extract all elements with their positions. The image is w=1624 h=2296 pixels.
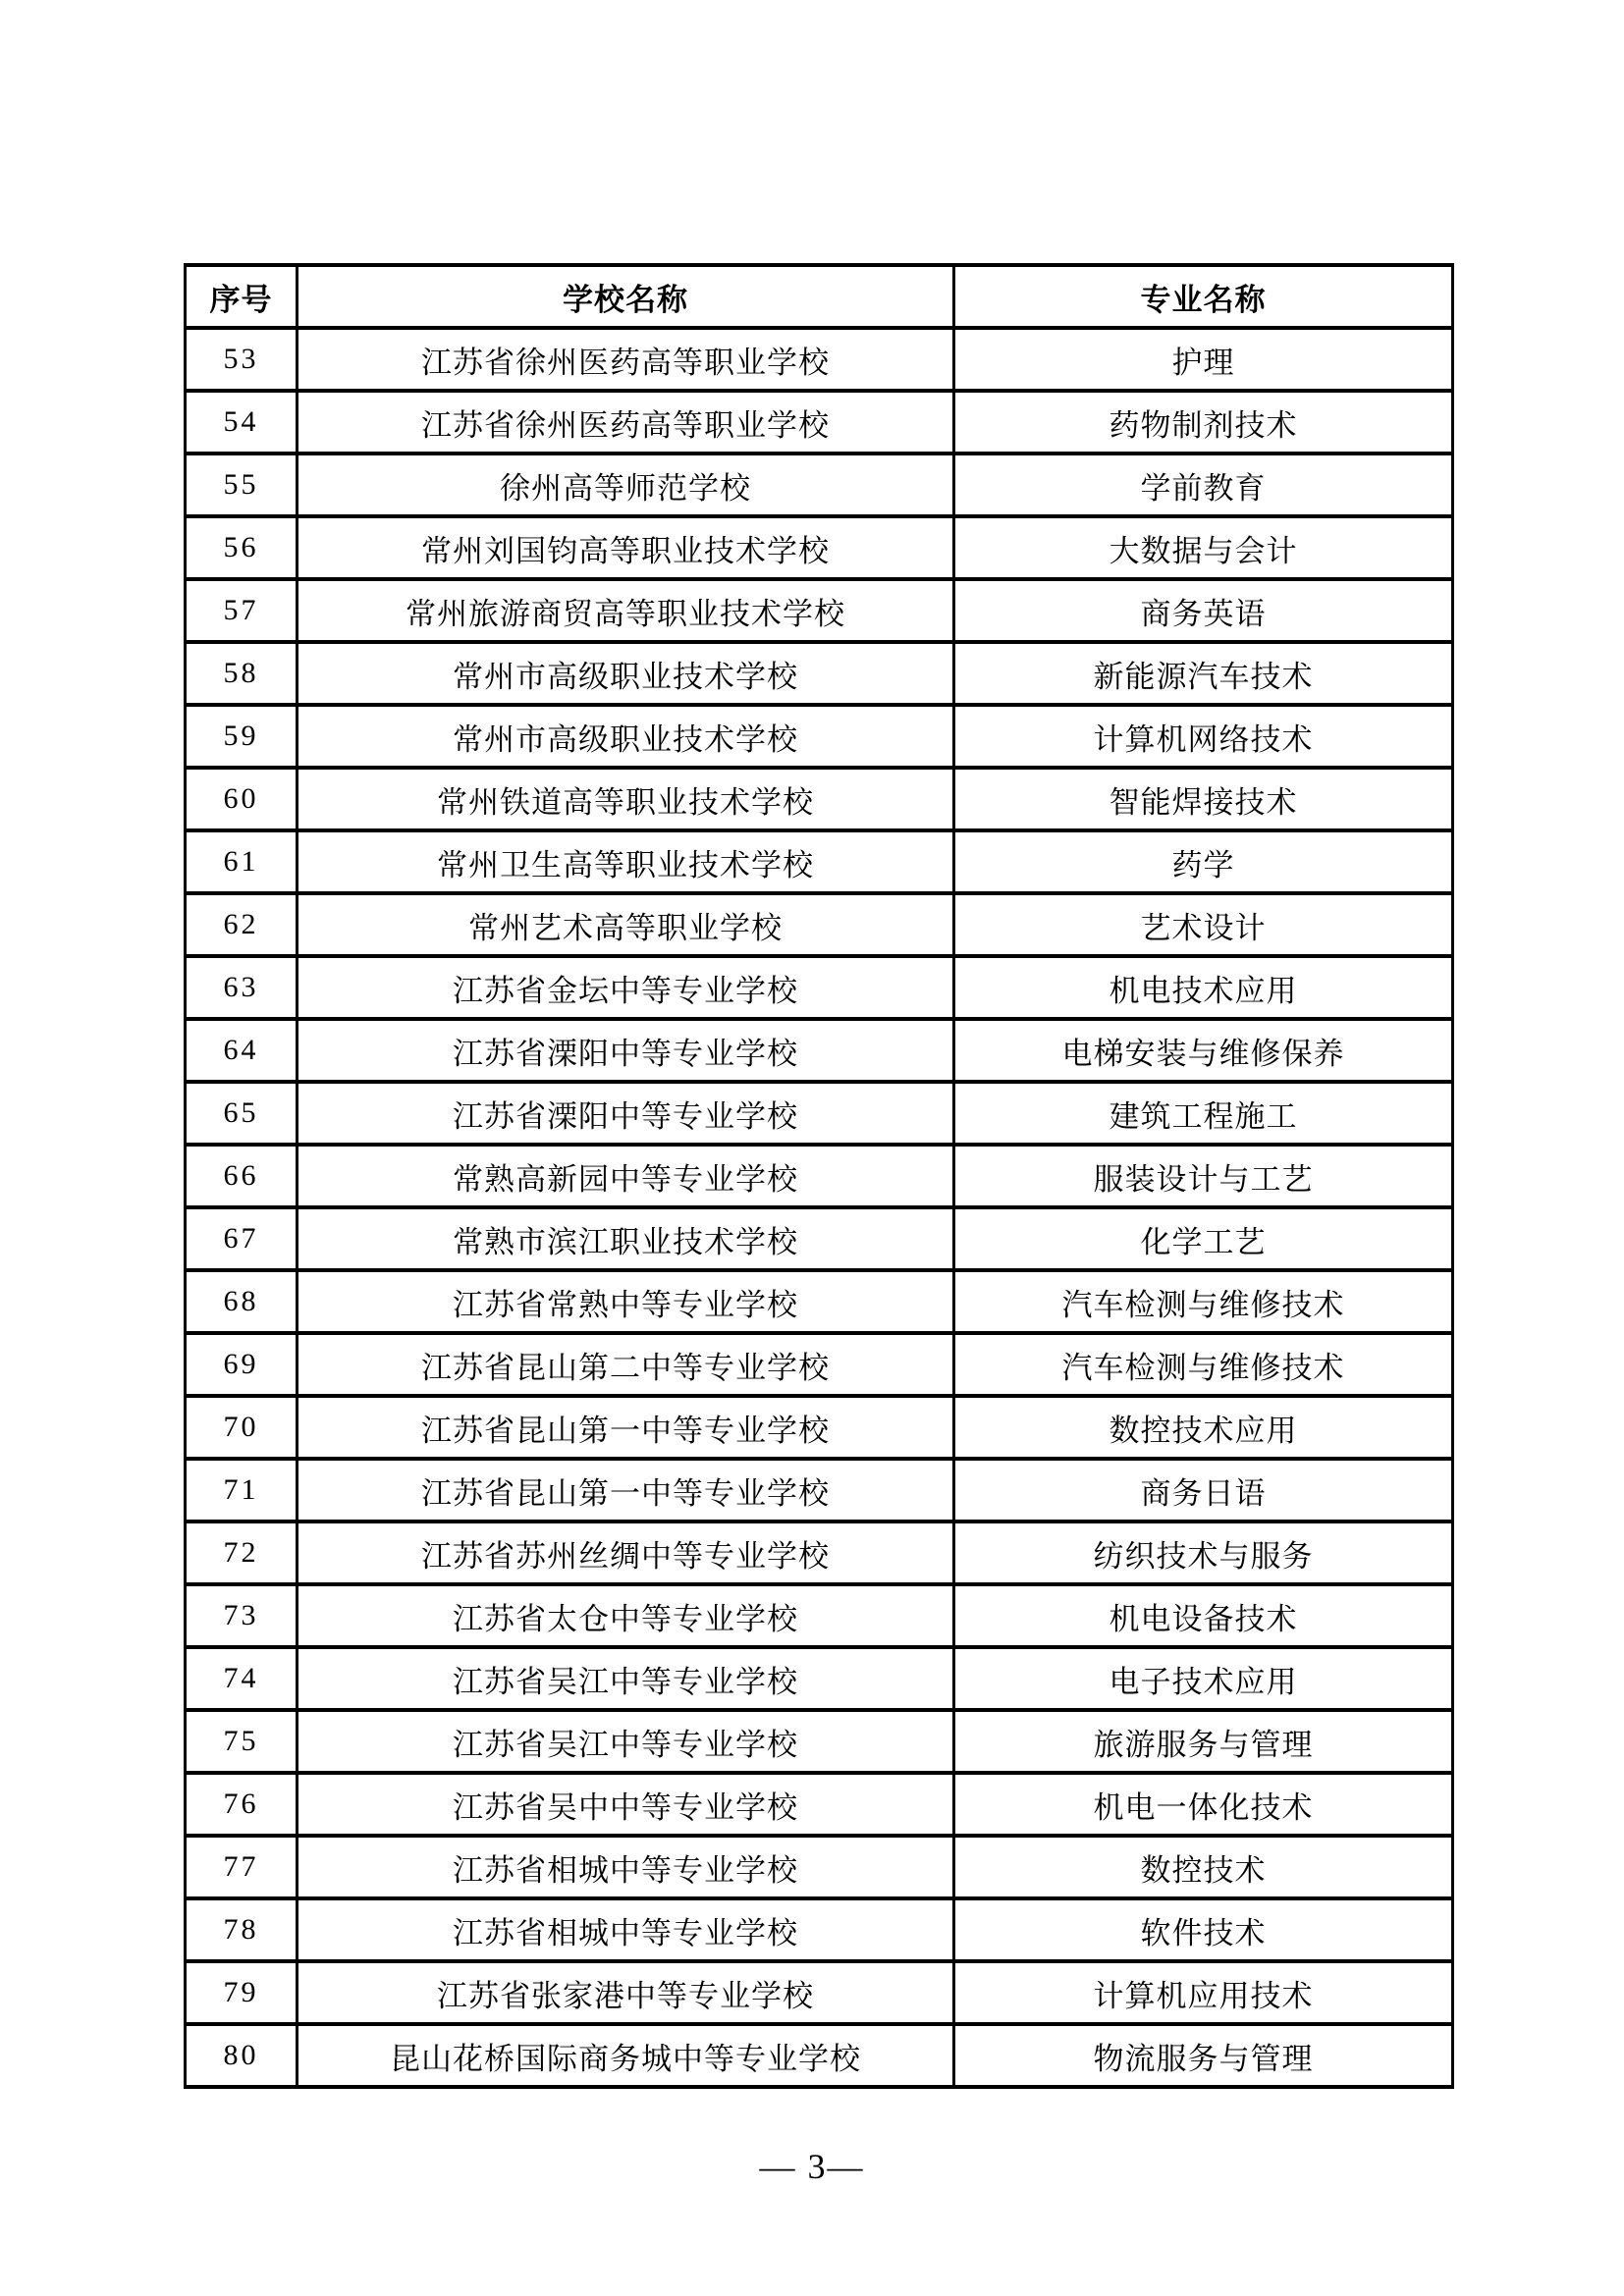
table-row	[186, 830, 1453, 893]
major-name: 计算机应用技术	[954, 1961, 1453, 2024]
school-name: 江苏省昆山第二中等专业学校	[298, 1333, 954, 1396]
row-number: 61	[186, 830, 298, 893]
row-number: 64	[186, 1019, 298, 1082]
major-name: 电子技术应用	[954, 1647, 1453, 1710]
table-row	[186, 1522, 1453, 1584]
school-name: 徐州高等师范学校	[298, 454, 954, 516]
major-name: 机电技术应用	[954, 956, 1453, 1019]
page-number: — 3—	[759, 2147, 865, 2186]
table-row	[186, 768, 1453, 830]
row-number: 70	[186, 1396, 298, 1459]
major-name: 软件技术	[954, 1898, 1453, 1961]
row-number: 67	[186, 1207, 298, 1270]
table-row	[186, 1145, 1453, 1207]
col-header-index: 序号	[186, 265, 298, 328]
school-name: 常州旅游商贸高等职业技术学校	[298, 579, 954, 642]
major-name: 旅游服务与管理	[954, 1710, 1453, 1773]
table-row	[186, 1396, 1453, 1459]
major-name: 汽车检测与维修技术	[954, 1333, 1453, 1396]
table-row	[186, 1333, 1453, 1396]
row-number: 66	[186, 1145, 298, 1207]
school-name: 常州卫生高等职业技术学校	[298, 830, 954, 893]
col-header-school-name: 学校名称	[298, 265, 954, 328]
school-name: 常熟市滨江职业技术学校	[298, 1207, 954, 1270]
table-row	[186, 1207, 1453, 1270]
major-name: 智能焊接技术	[954, 768, 1453, 830]
table-row	[186, 705, 1453, 768]
school-name: 常州市高级职业技术学校	[298, 705, 954, 768]
row-number: 54	[186, 391, 298, 454]
table-row	[186, 1019, 1453, 1082]
row-number: 77	[186, 1836, 298, 1898]
school-name: 常州市高级职业技术学校	[298, 642, 954, 705]
major-name: 机电一体化技术	[954, 1773, 1453, 1836]
table-row	[186, 2024, 1453, 2087]
major-name: 纺织技术与服务	[954, 1522, 1453, 1584]
table-row	[186, 1710, 1453, 1773]
school-name: 江苏省徐州医药高等职业学校	[298, 328, 954, 391]
major-name: 计算机网络技术	[954, 705, 1453, 768]
school-name: 常熟高新园中等专业学校	[298, 1145, 954, 1207]
school-name: 江苏省昆山第一中等专业学校	[298, 1396, 954, 1459]
table-row	[186, 1898, 1453, 1961]
table-row	[186, 1773, 1453, 1836]
school-name: 江苏省溧阳中等专业学校	[298, 1082, 954, 1145]
major-name: 商务英语	[954, 579, 1453, 642]
major-name: 汽车检测与维修技术	[954, 1270, 1453, 1333]
row-number: 57	[186, 579, 298, 642]
major-name: 机电设备技术	[954, 1584, 1453, 1647]
school-name: 江苏省吴江中等专业学校	[298, 1710, 954, 1773]
row-number: 65	[186, 1082, 298, 1145]
major-name: 新能源汽车技术	[954, 642, 1453, 705]
major-name: 大数据与会计	[954, 516, 1453, 579]
major-name: 艺术设计	[954, 893, 1453, 956]
row-number: 63	[186, 956, 298, 1019]
row-number: 53	[186, 328, 298, 391]
major-name: 药学	[954, 830, 1453, 893]
row-number: 71	[186, 1459, 298, 1522]
table-row	[186, 1270, 1453, 1333]
school-name: 江苏省相城中等专业学校	[298, 1898, 954, 1961]
major-name: 药物制剂技术	[954, 391, 1453, 454]
table-row	[186, 391, 1453, 454]
col-header-major-name: 专业名称	[954, 265, 1453, 328]
major-name: 数控技术	[954, 1836, 1453, 1898]
school-major-table	[184, 263, 1454, 2089]
table-header-row	[186, 265, 1453, 328]
row-number: 72	[186, 1522, 298, 1584]
table-row	[186, 1836, 1453, 1898]
major-name: 数控技术应用	[954, 1396, 1453, 1459]
table-row	[186, 1584, 1453, 1647]
row-number: 76	[186, 1773, 298, 1836]
major-name: 学前教育	[954, 454, 1453, 516]
row-number: 59	[186, 705, 298, 768]
major-name: 商务日语	[954, 1459, 1453, 1522]
school-name: 江苏省吴中中等专业学校	[298, 1773, 954, 1836]
school-name: 江苏省太仓中等专业学校	[298, 1584, 954, 1647]
major-name: 电梯安装与维修保养	[954, 1019, 1453, 1082]
school-name: 江苏省常熟中等专业学校	[298, 1270, 954, 1333]
row-number: 68	[186, 1270, 298, 1333]
school-name: 江苏省徐州医药高等职业学校	[298, 391, 954, 454]
major-name: 建筑工程施工	[954, 1082, 1453, 1145]
major-name: 物流服务与管理	[954, 2024, 1453, 2087]
row-number: 80	[186, 2024, 298, 2087]
school-name: 江苏省昆山第一中等专业学校	[298, 1459, 954, 1522]
row-number: 74	[186, 1647, 298, 1710]
row-number: 55	[186, 454, 298, 516]
table-row	[186, 328, 1453, 391]
row-number: 79	[186, 1961, 298, 2024]
school-name: 常州艺术高等职业学校	[298, 893, 954, 956]
table-row	[186, 1961, 1453, 2024]
school-name: 昆山花桥国际商务城中等专业学校	[298, 2024, 954, 2087]
school-name: 江苏省溧阳中等专业学校	[298, 1019, 954, 1082]
table-row	[186, 893, 1453, 956]
school-name: 江苏省相城中等专业学校	[298, 1836, 954, 1898]
table-row	[186, 579, 1453, 642]
row-number: 75	[186, 1710, 298, 1773]
table-row	[186, 1459, 1453, 1522]
table-row	[186, 516, 1453, 579]
row-number: 69	[186, 1333, 298, 1396]
row-number: 73	[186, 1584, 298, 1647]
school-name: 江苏省苏州丝绸中等专业学校	[298, 1522, 954, 1584]
row-number: 58	[186, 642, 298, 705]
major-name: 化学工艺	[954, 1207, 1453, 1270]
table-row	[186, 642, 1453, 705]
school-name: 江苏省张家港中等专业学校	[298, 1961, 954, 2024]
school-name: 江苏省吴江中等专业学校	[298, 1647, 954, 1710]
row-number: 62	[186, 893, 298, 956]
school-name: 江苏省金坛中等专业学校	[298, 956, 954, 1019]
table-row	[186, 1647, 1453, 1710]
row-number: 56	[186, 516, 298, 579]
row-number: 78	[186, 1898, 298, 1961]
major-name: 服装设计与工艺	[954, 1145, 1453, 1207]
major-name: 护理	[954, 328, 1453, 391]
school-name: 常州刘国钧高等职业技术学校	[298, 516, 954, 579]
table-row	[186, 454, 1453, 516]
table-row	[186, 956, 1453, 1019]
school-name: 常州铁道高等职业技术学校	[298, 768, 954, 830]
table-row	[186, 1082, 1453, 1145]
row-number: 60	[186, 768, 298, 830]
